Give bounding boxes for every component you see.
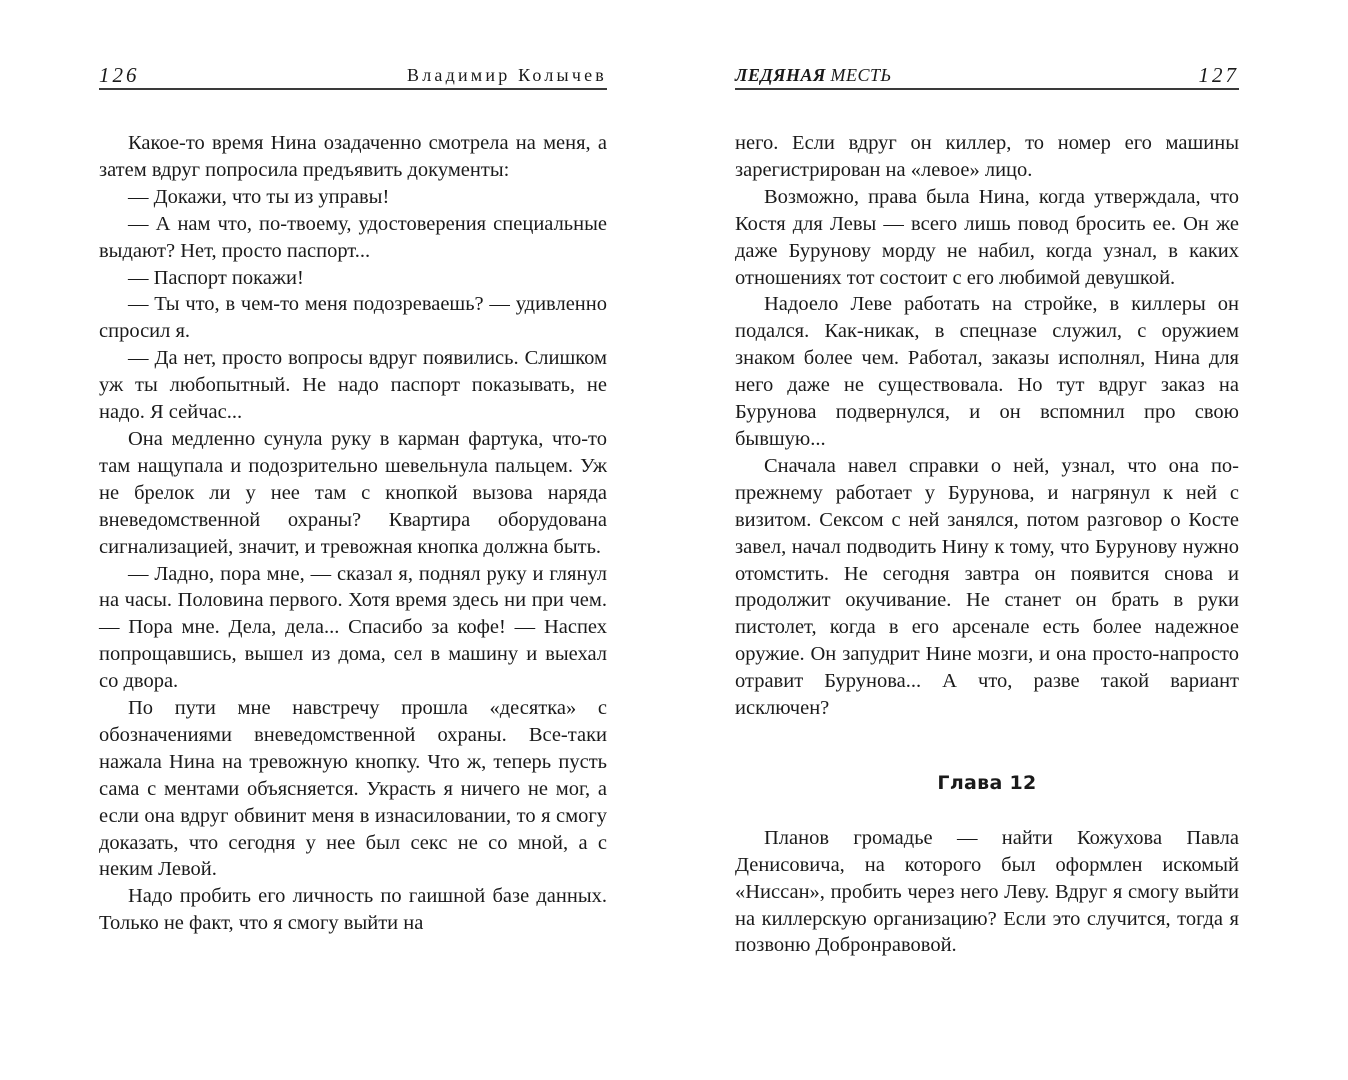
paragraph-continuation: него. Если вдруг он киллер, то номер его машины зарегистрирован на «левое» лицо. — [735, 132, 1239, 181]
paragraph: Планов громадье — найти Кожухова Павла Денисовича, на которого был оформлен искомый «Ниссан», пробить через него Леву. Вдруг я смогу выйти на киллерскую организацию? Если это случится, тогда я позвоню Добронравовой. — [735, 826, 1239, 957]
paragraph: Она медленно сунула руку в карман фартука, что-то там нащупала и подозрительно шевельнула пальцем. Уж не брелок ли у нее там с кнопкой вызова наряда вневедомственной охраны? Квартира оборудована сигнализацией, значит, и тревожная кнопка должна быть. — [99, 427, 607, 558]
paragraph: Надо пробить его личность по гаишной базе данных. Только не факт, что я смогу выйти на — [99, 885, 607, 935]
paragraph: — Паспорт покажи! — [128, 266, 304, 289]
paragraph: — Да нет, просто вопросы вдруг появились. Слишком уж ты любопытный. Не надо паспорт показывать, не надо. Я сейчас... — [99, 347, 607, 424]
page-number: 126 — [99, 63, 140, 87]
paragraph: — Докажи, что ты из управы! — [128, 185, 390, 208]
paragraph: Сначала навел справки о ней, узнал, что она по-прежнему работает у Бурунова, и нагрянул к ней с визитом. Сексом с ней занялся, потом разговор о Косте завел, начал подводить Нину к тому, что Бурунову нужно отомстить. Не сегодня завтра он появится снова и продолжит окучивание. Не станет он брать в руки пистолет, когда в его арсенале есть более надежное оружие. Он запудрит Нине мозги, и она просто-напросто отравит Бурунова... А что, разве такой вариант исключен? — [735, 454, 1239, 720]
body-text — [735, 130, 1239, 959]
right-page — [735, 0, 1239, 1080]
chapter-heading: Глава 12 — [937, 771, 1037, 794]
left-page — [99, 0, 607, 1080]
author-name: Владимир Колычев — [407, 65, 607, 85]
paragraph: — А нам что, по-твоему, удостоверения специальные выдают? Нет, просто паспорт... — [99, 212, 607, 262]
running-head-right — [735, 62, 1239, 90]
book-title — [735, 62, 892, 88]
paragraph: — Ладно, пора мне, — сказал я, поднял руку и глянул на часы. Половина первого. Хотя время здесь ни при чем. — Пора мне. Дела, дела... Спасибо за кофе! — Наспех попрощавшись, вышел из дома, сел в машину и выехал со двора. — [99, 562, 607, 693]
paragraph: — Ты что, в чем-то меня подозреваешь? — удивленно спросил я. — [99, 293, 607, 343]
paragraph: Надоело Леве работать на стройке, в киллеры он подался. Как-никак, в спецназе служил, с оружием знаком более чем. Работал, заказы исполнял, Нина для него даже не существовала. Но тут вдруг заказ на Бурунова подвернулся, и он вспомнил про свою бывшую... — [735, 293, 1239, 450]
body-text — [99, 130, 607, 937]
paragraph: Какое-то время Нина озадаченно смотрела на меня, а затем вдруг попросила предъявить документы: — [99, 132, 607, 181]
running-head-left — [99, 62, 607, 90]
book-title-rest: МЕСТЬ — [830, 65, 892, 85]
paragraph: По пути мне навстречу прошла «десятка» с обозначениями вневедомственной охраны. Все-таки нажала Нина на тревожную кнопку. Что ж, теперь пусть сама с ментами объясняется. Украсть я ничего не мог, а если она вдруг обвинит меня в изнасиловании, то я смогу доказать, что сегодня у нее был секс не со мной, а с неким Левой. — [99, 697, 607, 881]
paragraph: Возможно, права была Нина, когда утверждала, что Костя для Левы — всего лишь повод бросить ее. Он же даже Бурунову морду не набил, когда узнал, в каких отношениях тот состоит с его любимой девушкой. — [735, 185, 1239, 289]
page-number: 127 — [1198, 63, 1239, 87]
book-title-bold: ЛЕДЯНАЯ — [735, 65, 826, 85]
